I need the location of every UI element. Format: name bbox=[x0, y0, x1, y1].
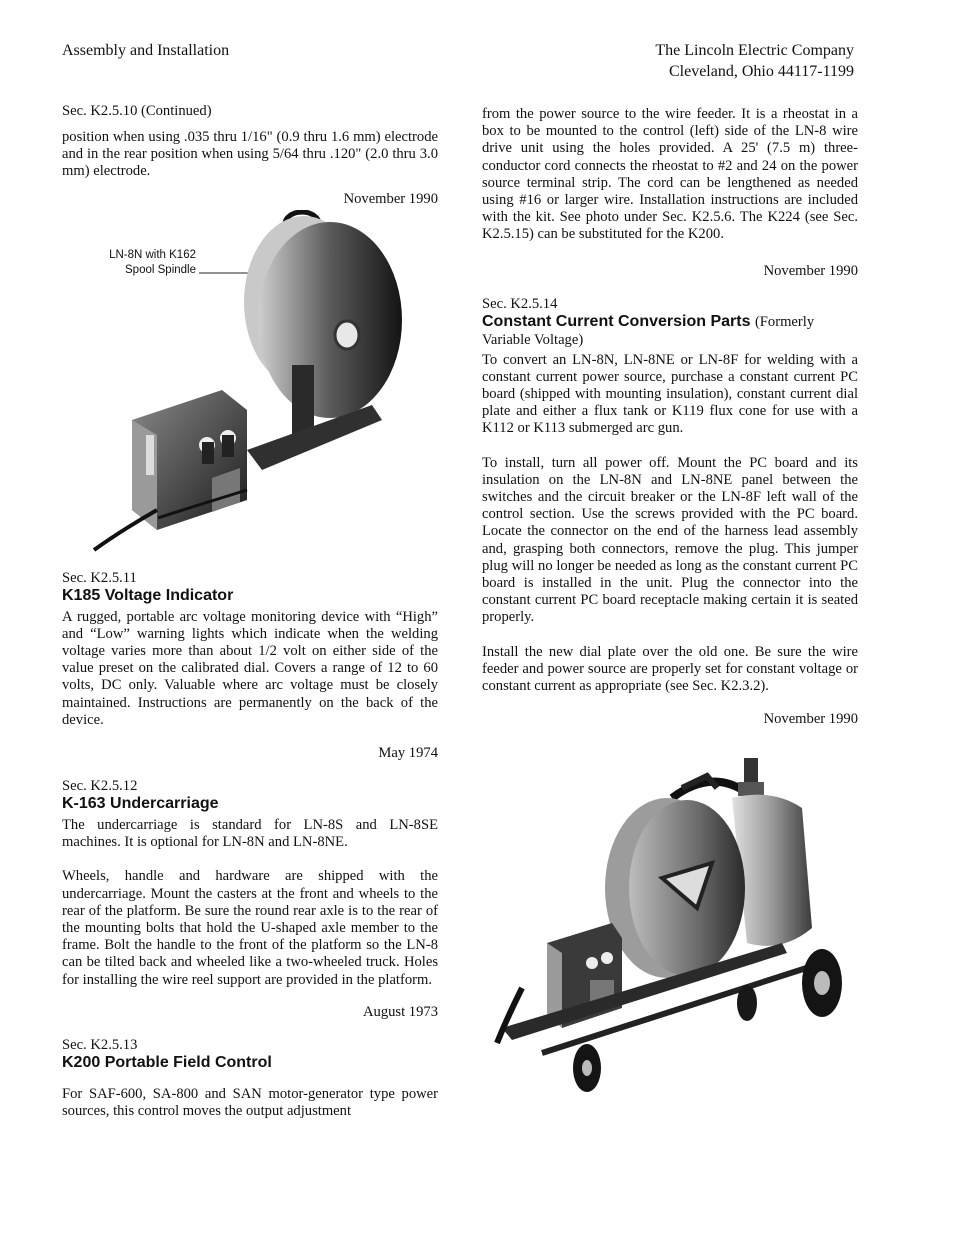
section-title: K185 Voltage Indicator bbox=[62, 586, 234, 604]
section-number: Sec. K2.5.11 bbox=[62, 569, 137, 586]
revision-date: May 1974 bbox=[378, 745, 438, 762]
paragraph: Install the new dial plate over the old one. Be sure the wire feeder and power source are properly set for constant voltage or constant current as appropriate (see Sec. K2.3.2). bbox=[482, 643, 858, 695]
photo-caption: LN-8N with K162 Spool Spindle bbox=[109, 248, 196, 276]
paragraph: To convert an LN-8N, LN-8NE or LN-8F for welding with a constant current power source, purchase a constant current PC board (shipped with mounting insulation), constant current dial plate and either a flux tank or K119 flux cone for use with a K112 or K113 submerged arc gun. bbox=[482, 351, 858, 437]
right-column bbox=[482, 106, 858, 1108]
paragraph: Wheels, handle and hardware are shipped with the undercarriage. Mount the casters at the front and wheels to the rear of the platform. Be sure the round rear axle is to the rear of the mounting bolts that hold the U-shaped axle member to the frame. Bolt the handle to the front of the platform so the LN-8 can be tilted back and wheeled like a two-wheeled truck. Holes for installing the wire reel support are provided in the platform. bbox=[62, 868, 438, 988]
revision-date: November 1990 bbox=[763, 711, 858, 728]
section-number: Sec. K2.5.10 (Continued) bbox=[62, 103, 212, 119]
revision-date: August 1973 bbox=[363, 1003, 438, 1020]
paragraph: To install, turn all power off. Mount the PC board and its insulation on the LN-8N and LN-8NE panel between the switches and the circuit breaker or the LN-8F left wall of the control section. Use the screws provided with the PC board. Locate the connector on the end of the harness lead assembly and, grasping both connectors, remove the plug. This jumper plug will no longer be needed as long as the constant current PC board is installed in the unit. Plug the connector into the constant current PC board receptacle making certain it is seated properly. bbox=[482, 454, 858, 626]
ln8n-photo bbox=[62, 210, 438, 565]
undercarriage-photo bbox=[482, 758, 858, 1108]
paragraph: position when using .035 thru 1/16" (0.9 thru 1.6 mm) electrode and in the rear position when using 5/64 thru .120" (2.0 thru 3.0 mm) electrode. bbox=[62, 129, 438, 180]
header-right bbox=[655, 40, 854, 82]
section-number: Sec. K2.5.14 bbox=[482, 295, 558, 312]
section-title-main: Constant Current Conversion Parts bbox=[482, 312, 751, 330]
section-number: Sec. K2.5.12 bbox=[62, 778, 138, 795]
paragraph: For SAF-600, SA-800 and SAN motor-generator type power sources, this control moves the output adjustment bbox=[62, 1085, 438, 1120]
section-number: Sec. K2.5.13 bbox=[62, 1036, 138, 1053]
revision-date: November 1990 bbox=[763, 262, 858, 279]
section-title-note: (Formerly Variable Voltage) bbox=[482, 313, 815, 348]
header-left: Assembly and Installation bbox=[62, 42, 230, 59]
paragraph: from the power source to the wire feeder. It is a rheostat in a box to be mounted to the control (left) side of the LN-8 wire drive unit using the holes provided. A 25' (7.5 m) three-conductor cord connects the rheostat to #2 and 24 on the power source terminal strip. The cord can be lengthened as needed using #16 or larger wire. Installation instructions are included with the kit. See photo under Sec. K2.5.6. The K224 (see Sec. K2.5.15) can be substituted for the K200. bbox=[482, 106, 858, 243]
revision-date: November 1990 bbox=[343, 190, 438, 207]
section-title: K200 Portable Field Control bbox=[62, 1053, 272, 1071]
company-address: Cleveland, Ohio 44117-1199 bbox=[668, 63, 854, 80]
paragraph: The undercarriage is standard for LN-8S and LN-8SE machines. It is optional for LN-8N and LN-8NE. bbox=[62, 817, 438, 851]
section-title bbox=[482, 313, 858, 349]
undercarriage-illustration bbox=[482, 758, 858, 1108]
left-column bbox=[62, 103, 438, 1120]
ln8n-wire-feeder-illustration bbox=[62, 210, 438, 565]
company-name: The Lincoln Electric Company bbox=[655, 42, 854, 59]
section-title: K-163 Undercarriage bbox=[62, 795, 219, 813]
paragraph: A rugged, portable arc voltage monitoring device with “High” and “Low” warning lights which indicate when the welding voltage varies more than about 1/2 volt on either side of the value preset on the calibrated dial. Covers a range of 12 to 60 volts, DC only. Valuable where arc voltage must be closely maintained. Instructions are permanently on the back of the device. bbox=[62, 608, 438, 728]
